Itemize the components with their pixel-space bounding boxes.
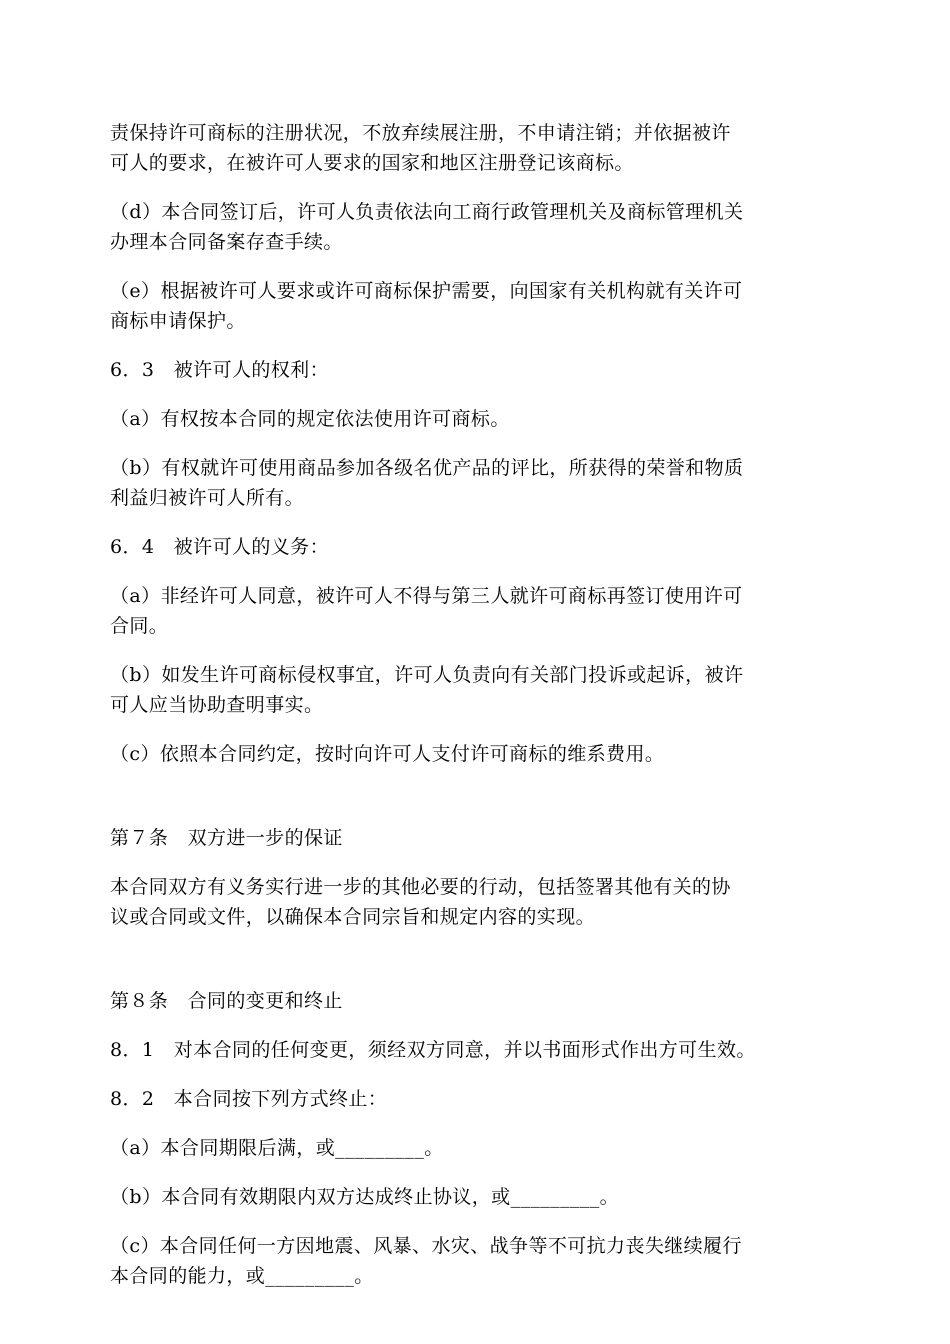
text-line: 本合同的能力，或_________。 [110, 1265, 374, 1287]
subsection-heading [110, 1084, 840, 1114]
paragraph [110, 118, 840, 178]
text-line: 利益归被许可人所有。 [110, 487, 305, 509]
article-heading [110, 986, 840, 1016]
text-line: 第８条 合同的变更和终止 [110, 990, 343, 1012]
paragraph [110, 872, 840, 932]
text-line: （a）本合同期限后满，或_________。 [110, 1137, 444, 1159]
text-line: 合同。 [110, 615, 169, 637]
text-line: （a）非经许可人同意，被许可人不得与第三人就许可商标再签订使用许可 [110, 585, 743, 607]
paragraph [110, 1133, 840, 1163]
text-line: 责保持许可商标的注册状况，不放弃续展注册，不申请注销；并依据被许 [110, 122, 731, 144]
text-line: 本合同双方有义务实行进一步的其他必要的行动，包括签署其他有关的协 [110, 876, 731, 898]
paragraph [110, 453, 840, 513]
paragraph [110, 1231, 840, 1291]
text-line: （c）依照本合同约定，按时向许可人支付许可商标的维系费用。 [110, 743, 665, 765]
text-line: 办理本合同备案存查手续。 [110, 231, 343, 253]
text-line: 8．2 本合同按下列方式终止： [110, 1088, 388, 1110]
document-page [110, 118, 840, 1291]
text-line: 可人应当协助查明事实。 [110, 694, 324, 716]
subsection-heading [110, 532, 840, 562]
text-line: （a）有权按本合同的规定依法使用许可商标。 [110, 408, 510, 430]
text-line: （b）如发生许可商标侵权事宜，许可人负责向有关部门投诉或起诉，被许 [110, 664, 744, 686]
text-line: （b）本合同有效期限内双方达成终止协议，或_________。 [110, 1186, 620, 1208]
paragraph [110, 581, 840, 641]
subsection-heading [110, 355, 840, 385]
text-line: 可人的要求，在被许可人要求的国家和地区注册登记该商标。 [110, 152, 634, 174]
paragraph [110, 276, 840, 336]
paragraph [110, 404, 840, 434]
paragraph [110, 1035, 840, 1065]
text-line: （e）根据被许可人要求或许可商标保护需要，向国家有关机构就有关许可 [110, 280, 743, 302]
text-line: 商标申请保护。 [110, 310, 246, 332]
paragraph [110, 739, 840, 769]
text-line: 6．4 被许可人的义务： [110, 536, 329, 558]
paragraph [110, 1182, 840, 1212]
text-line: 6．3 被许可人的权利： [110, 359, 329, 381]
text-line: 议或合同或文件，以确保本合同宗旨和规定内容的实现。 [110, 906, 596, 928]
text-line: （d）本合同签订后，许可人负责依法向工商行政管理机关及商标管理机关 [110, 201, 744, 223]
text-line: （c）本合同任何一方因地震、风暴、水灾、战争等不可抗力丧失继续履行 [110, 1235, 742, 1257]
paragraph [110, 660, 840, 720]
paragraph [110, 197, 840, 257]
article-heading [110, 823, 840, 853]
text-line: 8．1 对本合同的任何变更，须经双方同意，并以书面形式作出方可生效。 [110, 1039, 756, 1061]
text-line: 第７条 双方进一步的保证 [110, 827, 343, 849]
text-line: （b）有权就许可使用商品参加各级名优产品的评比，所获得的荣誉和物质 [110, 457, 744, 479]
